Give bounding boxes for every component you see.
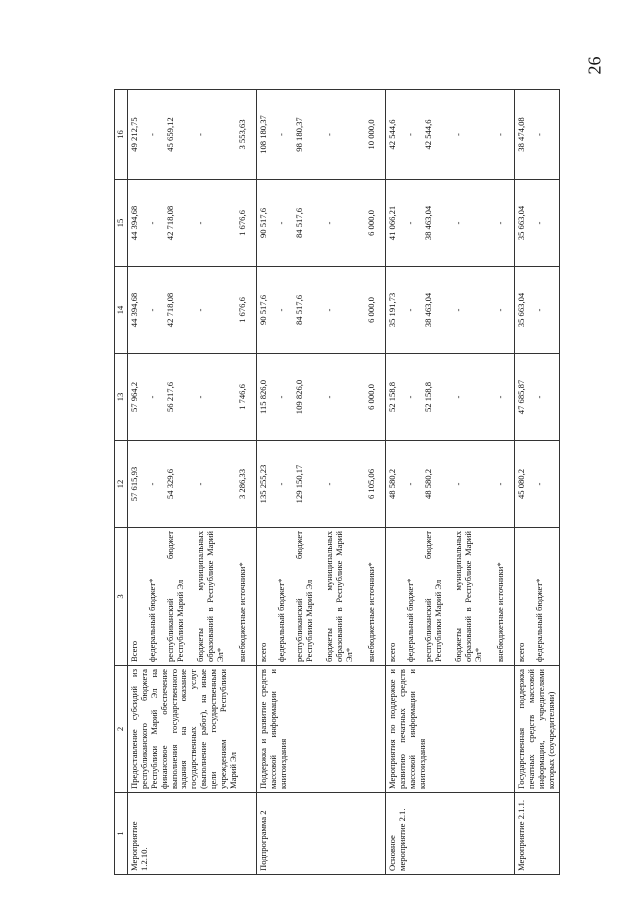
row-code: Основное мероприятие 2.1.: [386, 793, 515, 875]
table-body: [128, 90, 560, 875]
value: 44 394,68: [129, 292, 139, 328]
value-cell-v13: [515, 354, 560, 441]
value: 1 746,6: [237, 384, 247, 410]
value: 41 066,21: [387, 205, 397, 241]
value: 48 580,2: [423, 468, 433, 500]
value: -: [453, 395, 463, 399]
value: 57 615,93: [129, 466, 139, 502]
column-header: 3: [115, 528, 128, 666]
value: 1 676,6: [237, 210, 247, 236]
column-header: 2: [115, 666, 128, 793]
value: 42 718,08: [165, 205, 175, 241]
value: 6 105,06: [366, 468, 376, 500]
value: -: [495, 308, 505, 312]
value: 6 000,0: [366, 210, 376, 236]
row-code: Мероприятие 2.1.1.: [515, 793, 560, 875]
value-cell-v15: [257, 180, 386, 267]
funding-source: федеральный бюджет*: [276, 578, 286, 662]
funding-sources-cell: [257, 528, 386, 666]
funding-source: всего: [258, 642, 268, 662]
value: -: [453, 133, 463, 136]
value: 3 286,33: [237, 468, 247, 500]
funding-source: всего: [387, 642, 397, 662]
value: -: [405, 133, 415, 136]
funding-source: внебюджетные источники*: [495, 562, 505, 662]
value: 90 517,6: [258, 207, 268, 239]
value: 52 158,8: [423, 381, 433, 413]
value: -: [324, 395, 334, 399]
value: 45 659,12: [165, 117, 175, 152]
value-cell-v12: [257, 441, 386, 528]
value: 108 180,37: [258, 115, 268, 154]
row-name: Мероприятия по поддержке и развитию печатных средств массовой информации и книгоиздания: [386, 666, 515, 793]
funding-source: бюджеты муниципальных образований в Республике Марий Эл*: [453, 531, 483, 662]
budget-table: [114, 89, 560, 875]
value: 56 217,6: [165, 381, 175, 413]
value: -: [534, 482, 544, 486]
funding-source: внебюджетные источники*: [366, 562, 376, 662]
column-header: 15: [115, 180, 128, 267]
value-cell-v16: [128, 90, 257, 180]
value: 84 517,6: [294, 294, 304, 326]
value: -: [405, 221, 415, 225]
value-cell-v15: [515, 180, 560, 267]
funding-source: республиканский бюджет Республики Марий Эл: [423, 531, 443, 662]
value: -: [147, 482, 157, 486]
row-name: Государственная поддержка печатных средств массовой информации, учредителями которых (соучредителями): [515, 666, 560, 793]
value: -: [405, 308, 415, 312]
value: 42 544,6: [423, 119, 433, 150]
value-cell-v13: [257, 354, 386, 441]
value: -: [495, 133, 505, 136]
value: 98 180,37: [294, 117, 304, 152]
value: -: [147, 221, 157, 225]
value: 38 474,08: [516, 117, 526, 152]
value: -: [405, 395, 415, 399]
value: -: [453, 221, 463, 225]
value: 35 663,04: [516, 292, 526, 328]
funding-source: республиканский бюджет Республики Марий Эл: [294, 531, 314, 662]
value: 44 394,68: [129, 205, 139, 241]
value: 42 718,08: [165, 292, 175, 328]
value: -: [195, 221, 205, 225]
value-cell-v13: [128, 354, 257, 441]
value-cell-v16: [386, 90, 515, 180]
value-cell-v14: [386, 267, 515, 354]
value: 115 826,0: [258, 379, 268, 415]
value-cell-v16: [257, 90, 386, 180]
value: -: [495, 221, 505, 225]
value: 84 517,6: [294, 207, 304, 239]
value: -: [276, 308, 286, 312]
value: -: [534, 221, 544, 225]
value: 54 329,6: [165, 468, 175, 500]
value-cell-v12: [128, 441, 257, 528]
table-row: [128, 90, 257, 875]
value-cell-v14: [128, 267, 257, 354]
value: 47 685,87: [516, 379, 526, 415]
funding-source: бюджеты муниципальных образований в Республике Марий Эл*: [195, 531, 225, 662]
value: 57 964,2: [129, 381, 139, 413]
value: -: [195, 308, 205, 312]
value: 52 158,8: [387, 381, 397, 413]
value: -: [147, 133, 157, 136]
value-cell-v16: [515, 90, 560, 180]
value: -: [495, 482, 505, 486]
funding-source: федеральный бюджет*: [534, 578, 544, 662]
value-cell-v14: [515, 267, 560, 354]
funding-source: всего: [516, 642, 526, 662]
row-name: Предоставление субсидий из республиканского бюджета Республики Марий Эл на финансовое обеспечение выполнения государственного задания на оказание государственных услуг (выполнение работ), на иные цели государственным учреждениям Республики Марий Эл: [128, 666, 257, 793]
value: -: [534, 308, 544, 312]
value-cell-v12: [386, 441, 515, 528]
value: -: [276, 221, 286, 225]
value: 42 544,6: [387, 119, 397, 150]
value-cell-v15: [386, 180, 515, 267]
funding-source: федеральный бюджет*: [405, 578, 415, 662]
value: -: [324, 221, 334, 225]
row-code: Мероприятие 1.2.10.: [128, 793, 257, 875]
value: -: [276, 395, 286, 399]
column-header: 14: [115, 267, 128, 354]
table-row: [515, 90, 560, 875]
value: 35 191,73: [387, 292, 397, 328]
value: 129 150,17: [294, 464, 304, 504]
value: -: [453, 308, 463, 312]
value: -: [147, 308, 157, 312]
value: 6 000,0: [366, 384, 376, 410]
funding-source: республиканский бюджет Республики Марий Эл: [165, 531, 185, 662]
value-cell-v12: [515, 441, 560, 528]
table-row: [257, 90, 386, 875]
value: 90 517,6: [258, 294, 268, 326]
value: 38 463,04: [423, 292, 433, 328]
table-row: [386, 90, 515, 875]
value: 109 826,0: [294, 379, 304, 415]
value: -: [276, 482, 286, 486]
value: -: [147, 395, 157, 399]
value: -: [534, 133, 544, 136]
value: 35 663,04: [516, 205, 526, 241]
value: 45 080,2: [516, 468, 526, 500]
value: -: [324, 133, 334, 136]
value: -: [324, 308, 334, 312]
value: 10 000,0: [366, 119, 376, 150]
value: -: [534, 395, 544, 399]
value: -: [195, 133, 205, 136]
funding-source: Всего: [129, 640, 139, 662]
value: -: [324, 482, 334, 486]
funding-source: федеральный бюджет*: [147, 578, 157, 662]
value: -: [495, 395, 505, 399]
funding-sources-cell: [128, 528, 257, 666]
column-header: 16: [115, 90, 128, 180]
column-header: 1: [115, 793, 128, 875]
value: 1 676,6: [237, 297, 247, 323]
row-name: Поддержка и развитие средств массовой информации и книгоиздания: [257, 666, 386, 793]
value: -: [195, 395, 205, 399]
page-number: 26: [584, 56, 605, 75]
rotated-table-container: [114, 90, 556, 875]
header-row: [115, 90, 128, 875]
value: -: [453, 482, 463, 486]
funding-sources-cell: [515, 528, 560, 666]
funding-source: внебюджетные источники*: [237, 562, 247, 662]
value-cell-v15: [128, 180, 257, 267]
value: -: [405, 482, 415, 486]
funding-source: бюджеты муниципальных образований в Республике Марий Эл*: [324, 531, 354, 662]
column-header: 13: [115, 354, 128, 441]
value: 49 212,75: [129, 117, 139, 152]
funding-sources-cell: [386, 528, 515, 666]
value-cell-v13: [386, 354, 515, 441]
row-code: Подпрограмма 2: [257, 793, 386, 875]
value: 3 553,63: [237, 119, 247, 150]
value: -: [195, 482, 205, 486]
value: 6 000,0: [366, 297, 376, 323]
column-header: 12: [115, 441, 128, 528]
value: 38 463,04: [423, 205, 433, 241]
value-cell-v14: [257, 267, 386, 354]
value: 135 255,23: [258, 464, 268, 504]
value: 48 580,2: [387, 468, 397, 500]
value: -: [276, 133, 286, 136]
